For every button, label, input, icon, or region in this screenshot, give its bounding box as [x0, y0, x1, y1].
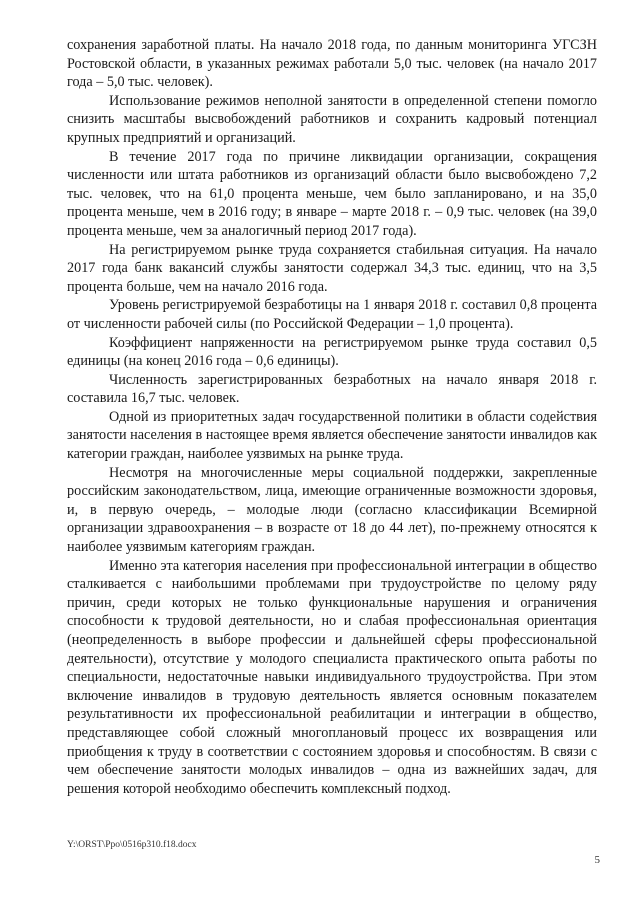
paragraph: Уровень регистрируемой безработицы на 1 января 2018 г. составил 0,8 процента от численности рабочей силы (по Российской Федерации – 1,0 процента). — [67, 297, 597, 332]
paragraph: Численность зарегистрированных безработных на начало января 2018 г. составила 16,7 тыс. человек. — [67, 371, 597, 407]
paragraph-continuation: сохранения заработной платы. На начало 2018 года, по данным мониторинга УГСЗН Ростовской области, в указанных режимах работали 5,0 тыс. человек (на начало 2017 года – 5,0 тыс. человек). — [67, 37, 597, 91]
paragraph: В течение 2017 года по причине ликвидации организации, сокращения численности или штата работников из организаций области было высвобождено 7,2 тыс. человек, что на 61,0 процента меньше, чем было запланировано, и на 35,0 процента меньше, чем в 2016 году; в январе – марте 2018 г. – 0,9 тыс. человек (на 39,0 процента меньше, чем за аналогичный период 2017 года). — [67, 148, 597, 239]
page-number: 5 — [594, 854, 600, 866]
paragraph: На регистрируемом рынке труда сохраняется стабильная ситуация. На начало 2017 года банк вакансий службы занятости содержал 34,3 тыс. единиц, что на 3,5 процента больше, чем на начало 2016 года. — [67, 241, 597, 295]
paragraph: Одной из приоритетных задач государственной политики в области содействия занятости населения в настоящее время является обеспечение занятости инвалидов как категории граждан, наиболее уязвимых на рынке труда. — [67, 408, 597, 463]
paragraph: Использование режимов неполной занятости в определенной степени помогло снизить масштабы высвобождений работников и сохранить кадровый потенциал крупных предприятий и организаций. — [67, 92, 597, 146]
paragraph: Именно эта категория населения при профессиональной интеграции в общество сталкивается с наибольшими проблемами при трудоустройстве по целому ряду причин, среди которых не только функциональные нарушения и ограничения способности к трудовой деятельности, но и слабая профессиональная ориентация (неопределенность в выборе профессии и дальнейшей сферы профессиональной деятельности), отсутствие у молодого специалиста практического опыта работы по специальности, недостаточные навыки индивидуального трудоустройства. При этом включение инвалидов в трудовую деятельность является основным показателем результативности их профессиональной реабилитации и интеграции в общество, представляющее собой сложный многоплановый процесс их возвращения или приобщения к труду в соответствии с состоянием здоровья и способностям. В связи с чем обеспечение занятости молодых инвалидов – одна из важнейших задач, для решения которой необходимо обеспечить комплексный подход. — [67, 557, 597, 797]
footer-file-path: Y:\ORST\Ppo\0516p310.f18.docx — [67, 840, 197, 850]
paragraph: Несмотря на многочисленные меры социальной поддержки, закрепленные российским законодательством, лица, имеющие ограниченные возможности здоровья, и, в первую очередь, – молодые люди (согласно классификации Всемирной организации здравоохранения – в возрасте от 18 до 44 лет), по-прежнему относятся к наиболее уязвимым категориям граждан. — [67, 464, 597, 556]
paragraph: Коэффициент напряженности на регистрируемом рынке труда составил 0,5 единицы (на конец 2016 года – 0,6 единицы). — [67, 334, 597, 370]
document-body — [67, 36, 597, 798]
